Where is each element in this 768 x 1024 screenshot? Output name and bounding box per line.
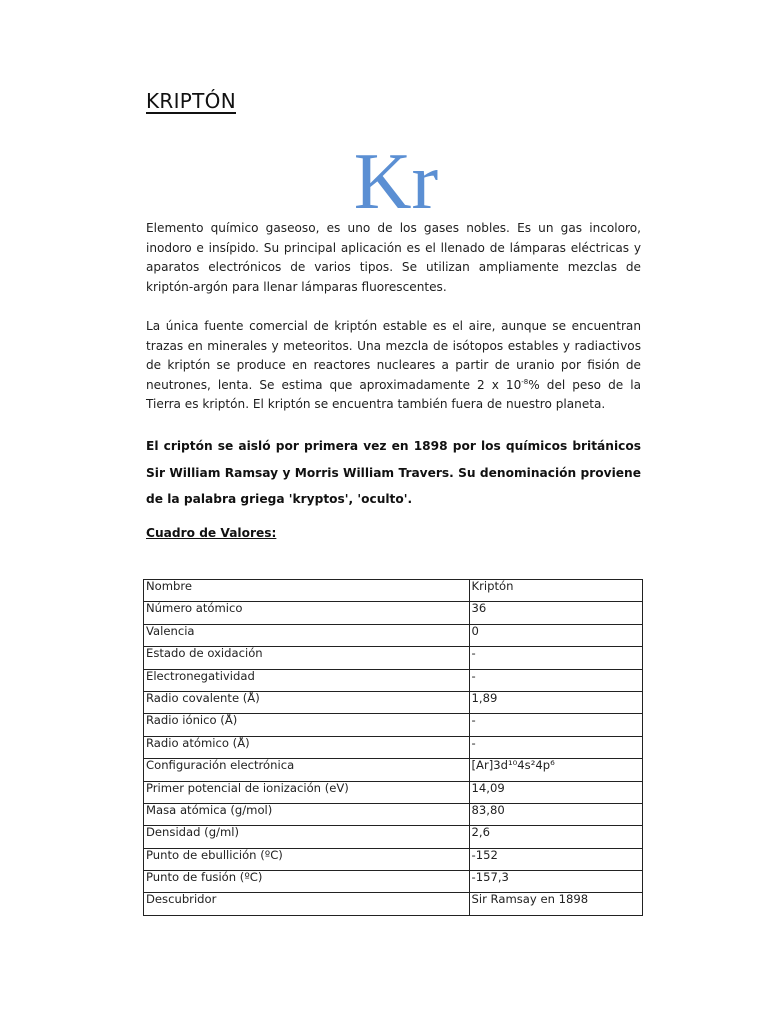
property-name-cell: Radio atómico (Å) bbox=[144, 736, 470, 758]
property-value-cell: - bbox=[469, 647, 642, 669]
table-row bbox=[144, 580, 643, 602]
property-value-cell: - bbox=[469, 714, 642, 736]
table-row bbox=[144, 647, 643, 669]
property-value-cell: 2,6 bbox=[469, 826, 642, 848]
table-row bbox=[144, 893, 643, 915]
property-value-cell: - bbox=[469, 669, 642, 691]
table-row bbox=[144, 759, 643, 781]
property-name-cell: Radio iónico (Å) bbox=[144, 714, 470, 736]
element-symbol: Kr bbox=[353, 138, 439, 226]
property-name-cell: Nombre bbox=[144, 580, 470, 602]
property-name-cell: Configuración electrónica bbox=[144, 759, 470, 781]
property-value-cell: - bbox=[469, 736, 642, 758]
property-value-cell: 36 bbox=[469, 602, 642, 624]
property-value-cell: 0 bbox=[469, 624, 642, 646]
table-row bbox=[144, 826, 643, 848]
property-name-cell: Radio covalente (Å) bbox=[144, 691, 470, 713]
property-name-cell: Descubridor bbox=[144, 893, 470, 915]
page-title: KRIPTÓN bbox=[146, 89, 236, 113]
property-value-cell: -152 bbox=[469, 848, 642, 870]
values-table bbox=[143, 579, 643, 916]
property-value-cell: Sir Ramsay en 1898 bbox=[469, 893, 642, 915]
property-name-cell: Estado de oxidación bbox=[144, 647, 470, 669]
table-row bbox=[144, 871, 643, 893]
table-row bbox=[144, 736, 643, 758]
property-name-cell: Primer potencial de ionización (eV) bbox=[144, 781, 470, 803]
property-name-cell: Densidad (g/ml) bbox=[144, 826, 470, 848]
property-name-cell: Electronegatividad bbox=[144, 669, 470, 691]
values-table-body bbox=[144, 580, 643, 916]
exponent: -8 bbox=[521, 377, 529, 386]
property-value-cell: Kriptón bbox=[469, 580, 642, 602]
property-name-cell: Masa atómica (g/mol) bbox=[144, 803, 470, 825]
property-name-cell: Valencia bbox=[144, 624, 470, 646]
property-value-cell: 1,89 bbox=[469, 691, 642, 713]
table-row bbox=[144, 669, 643, 691]
table-row bbox=[144, 624, 643, 646]
property-value-cell: [Ar]3d¹⁰4s²4p⁶ bbox=[469, 759, 642, 781]
source-paragraph bbox=[146, 317, 641, 415]
property-name-cell: Punto de fusión (ºC) bbox=[144, 871, 470, 893]
property-value-cell: 14,09 bbox=[469, 781, 642, 803]
history-paragraph: El criptón se aisló por primera vez en 1898 por los químicos británicos Sir William Ramsay y Morris William Travers. Su denominación proviene de la palabra griega 'kryptos', 'oculto'. bbox=[146, 439, 641, 506]
property-name-cell: Punto de ebullición (ºC) bbox=[144, 848, 470, 870]
table-heading: Cuadro de Valores: bbox=[146, 526, 277, 540]
source-paragraph-text: La única fuente comercial de kriptón estable es el aire, aunque se encuentran trazas en minerales y meteoritos. Una mezcla de isótopos estables y radiactivos de kriptón se produce en reactores nucleares a partir de uranio por fisión de neutrones, lenta. Se estima que aproximadamente 2 x 10 bbox=[146, 319, 641, 392]
table-row bbox=[144, 803, 643, 825]
source-paragraph-text-end: % del peso de la Tierra es kriptón. El kriptón se encuentra también fuera de nuestro planeta. bbox=[146, 377, 641, 412]
intro-paragraph: Elemento químico gaseoso, es uno de los gases nobles. Es un gas incoloro, inodoro e insípido. Su principal aplicación es el llenado de lámparas eléctricas y aparatos electrónicos de varios tipos. Se utilizan ampliamente mezclas de kriptón-argón para llenar lámparas fluorescentes. bbox=[146, 221, 641, 294]
property-value-cell: 83,80 bbox=[469, 803, 642, 825]
table-row bbox=[144, 691, 643, 713]
table-row bbox=[144, 848, 643, 870]
table-row bbox=[144, 602, 643, 624]
property-value-cell: -157,3 bbox=[469, 871, 642, 893]
table-row bbox=[144, 714, 643, 736]
property-name-cell: Número atómico bbox=[144, 602, 470, 624]
table-row bbox=[144, 781, 643, 803]
